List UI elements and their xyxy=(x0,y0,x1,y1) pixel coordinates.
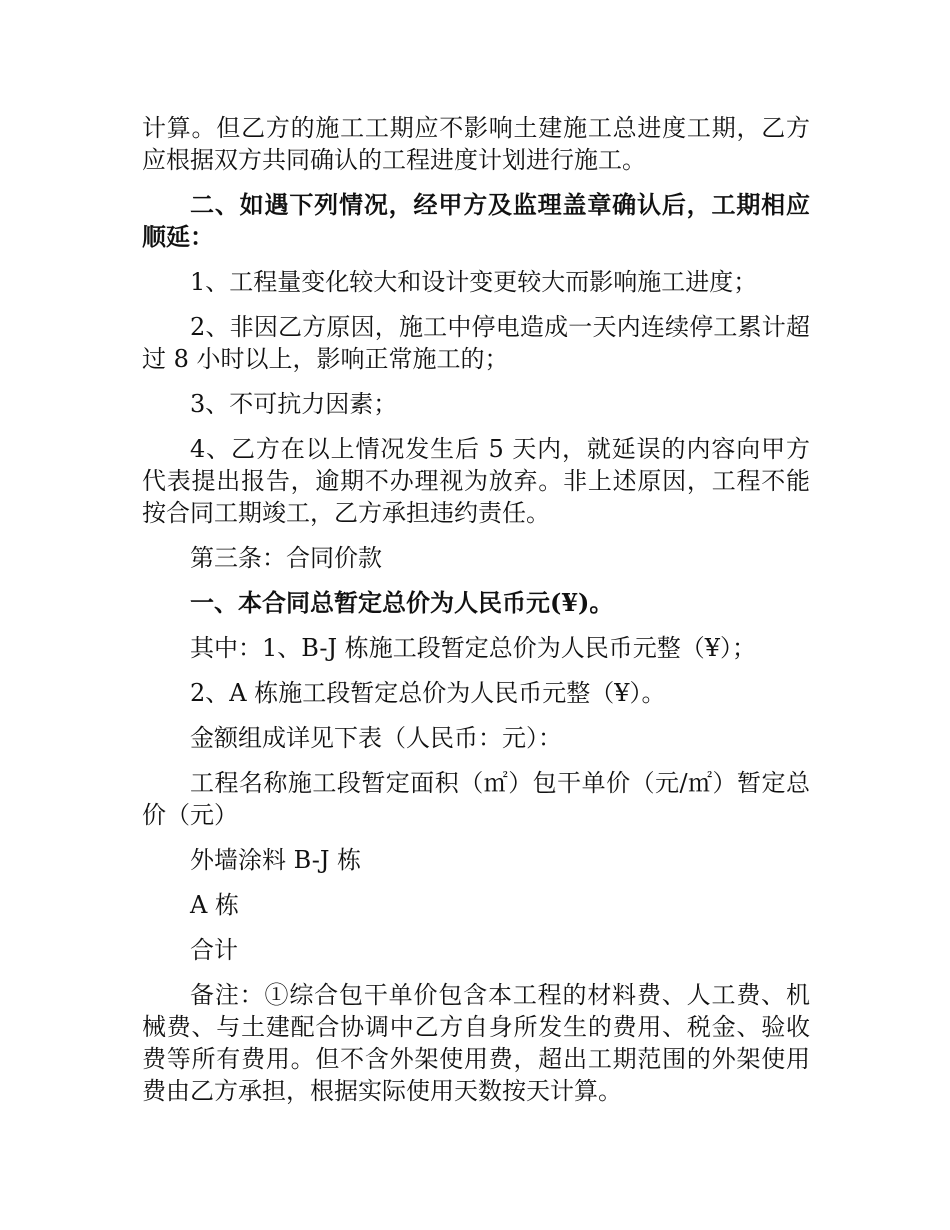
table-row-total: 合计 xyxy=(190,936,238,964)
document-page xyxy=(142,112,810,1120)
list-item-4: 4、乙方在以上情况发生后 5 天内，就延误的内容向甲方代表提出报告，逾期不办理视为放弃。非上述原因，工程不能按合同工期竣工，乙方承担违约责任。 xyxy=(142,435,810,527)
heading-delay-conditions: 二、如遇下列情况，经甲方及监理盖章确认后，工期相应顺延： xyxy=(142,190,810,251)
table-row-a: A 栋 xyxy=(190,891,239,919)
remarks-paragraph: 备注：①综合包干单价包含本工程的材料费、人工费、机械费、与土建配合协调中乙方自身所发生的费用、税金、验收费等所有费用。但不含外架使用费，超出工期范围的外架使用费由乙方承担，根据实际使用天数按天计算。 xyxy=(142,981,810,1105)
price-item-a: 2、A 栋施工段暂定总价为人民币元整（¥）。 xyxy=(190,679,666,707)
table-header-text: 工程名称施工段暂定面积（㎡）包干单价（元/㎡）暂定总价（元） xyxy=(142,769,810,829)
article-three-title: 第三条：合同价款 xyxy=(190,544,382,572)
heading-total-price: 一、本合同总暂定总价为人民币元(¥)。 xyxy=(190,588,614,617)
table-row-bj: 外墙涂料 B-J 栋 xyxy=(190,846,362,874)
list-item-1: 1、工程量变化较大和设计变更较大而影响施工进度； xyxy=(190,268,758,296)
table-intro: 金额组成详见下表（人民币：元）： xyxy=(190,724,562,752)
paragraph-continuation: 计算。但乙方的施工工期应不影响土建施工总进度工期，乙方应根据双方共同确认的工程进度计划进行施工。 xyxy=(142,114,810,174)
list-item-2: 2、非因乙方原因，施工中停电造成一天内连续停工累计超过 8 小时以上，影响正常施工的； xyxy=(142,313,810,373)
price-item-bj: 其中：1、B-J 栋施工段暂定总价为人民币元整（¥）； xyxy=(190,634,756,662)
list-item-3: 3、不可抗力因素； xyxy=(190,390,398,418)
